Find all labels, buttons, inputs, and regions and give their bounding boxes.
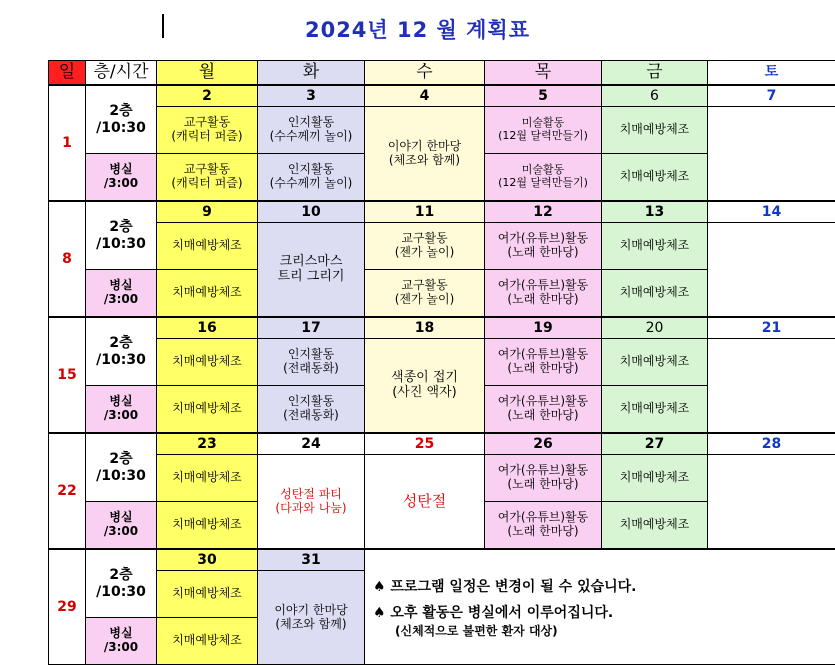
activity-cell: 교구활동 (캐릭터 퍼즐) (157, 154, 258, 202)
note-afternoon-ward: ♠ 오후 활동은 병실에서 이루어집니다. (373, 605, 835, 621)
activity-cell: 미술활동 (12월 달력만들기) (485, 154, 602, 202)
week4-am (49, 455, 835, 502)
header-wed: 수 (365, 61, 485, 86)
date-cell: 5 (485, 85, 602, 107)
date-cell-sat: 21 (708, 317, 835, 339)
activity-cell: 치매예방체조 (157, 618, 258, 665)
activity-cell: 색종이 접기 (사진 액자) (365, 339, 485, 434)
activity-cell: 치매예방체조 (602, 339, 708, 386)
week2-am-label: 2층 /10:30 (86, 201, 157, 270)
note-schedule-change: ♠ 프로그램 일정은 변경이 될 수 있습니다. (373, 579, 835, 595)
activity-cell: 치매예방체조 (602, 154, 708, 202)
date-cell: 30 (157, 549, 258, 571)
week1-am-label: 2층 /10:30 (86, 85, 157, 154)
week3-sunday: 15 (49, 317, 86, 433)
activity-cell: 이야기 한마당 (체조와 함께) (258, 571, 365, 665)
header-thu: 목 (485, 61, 602, 86)
date-cell: 4 (365, 85, 485, 107)
date-cell: 18 (365, 317, 485, 339)
date-cell: 13 (602, 201, 708, 223)
date-cell: 9 (157, 201, 258, 223)
date-cell: 31 (258, 549, 365, 571)
activity-cell: 인지활동 (수수께끼 놀이) (258, 154, 365, 202)
sat-empty-cell (708, 455, 835, 550)
week5-dates (49, 549, 835, 571)
week4-dates (49, 433, 835, 455)
activity-cell: 치매예방체조 (602, 270, 708, 318)
header-tue: 화 (258, 61, 365, 86)
date-cell: 19 (485, 317, 602, 339)
date-cell-sat: 14 (708, 201, 835, 223)
activity-cell: 치매예방체조 (157, 223, 258, 270)
date-cell: 11 (365, 201, 485, 223)
activity-cell: 치매예방체조 (602, 223, 708, 270)
week1-dates (49, 85, 835, 107)
activity-cell: 치매예방체조 (602, 386, 708, 434)
sat-empty-cell (708, 107, 835, 202)
week2-sunday: 8 (49, 201, 86, 317)
date-cell-holiday: 25 (365, 433, 485, 455)
header-mon: 월 (157, 61, 258, 86)
activity-cell: 치매예방체조 (157, 502, 258, 550)
activity-cell: 여가(유튜브)활동 (노래 한마당) (485, 339, 602, 386)
date-cell-sat: 7 (708, 85, 835, 107)
week1-sunday: 1 (49, 85, 86, 201)
week2-am (49, 223, 835, 270)
week2-pm-label: 병실 /3:00 (86, 270, 157, 318)
date-cell: 3 (258, 85, 365, 107)
date-cell: 12 (485, 201, 602, 223)
activity-cell: 교구활동 (젠가 놀이) (365, 270, 485, 318)
date-cell: 26 (485, 433, 602, 455)
activity-cell: 치매예방체조 (602, 502, 708, 550)
date-cell: 24 (258, 433, 365, 455)
activity-cell: 인지활동 (전래동화) (258, 386, 365, 434)
header-floor-time: 층/시간 (86, 61, 157, 86)
note-afternoon-sub: (신체적으로 불편한 환자 대상) (395, 625, 835, 639)
week4-sunday: 22 (49, 433, 86, 549)
date-cell: 6 (602, 85, 708, 107)
week5-am-label: 2층 /10:30 (86, 549, 157, 618)
page-title: 2024년 12 월 계획표 (0, 14, 835, 44)
header-row (49, 61, 835, 86)
week4-am-label: 2층 /10:30 (86, 433, 157, 502)
activity-cell: 교구활동 (캐릭터 퍼즐) (157, 107, 258, 154)
week3-dates (49, 317, 835, 339)
sat-empty-cell (708, 223, 835, 318)
activity-cell-christmas-party: 성탄절 파티 (다과와 나눔) (258, 455, 365, 550)
week2-dates (49, 201, 835, 223)
activity-cell: 치매예방체조 (157, 386, 258, 434)
date-cell-sat: 28 (708, 433, 835, 455)
activity-cell: 치매예방체조 (157, 339, 258, 386)
activity-cell: 치매예방체조 (602, 455, 708, 502)
date-cell: 23 (157, 433, 258, 455)
activity-cell: 여가(유튜브)활동 (노래 한마당) (485, 223, 602, 270)
date-cell: 16 (157, 317, 258, 339)
activity-cell: 여가(유튜브)활동 (노래 한마당) (485, 386, 602, 434)
header-fri: 금 (602, 61, 708, 86)
activity-cell: 치매예방체조 (157, 455, 258, 502)
activity-cell: 치매예방체조 (157, 270, 258, 318)
activity-cell: 인지활동 (수수께끼 놀이) (258, 107, 365, 154)
date-cell: 17 (258, 317, 365, 339)
week1-pm-label: 병실 /3:00 (86, 154, 157, 202)
activity-cell: 치매예방체조 (602, 107, 708, 154)
date-cell: 20 (602, 317, 708, 339)
activity-cell: 치매예방체조 (157, 571, 258, 618)
date-cell: 2 (157, 85, 258, 107)
week3-am-label: 2층 /10:30 (86, 317, 157, 386)
activity-cell: 여가(유튜브)활동 (노래 한마당) (485, 270, 602, 318)
week1-am (49, 107, 835, 154)
week4-pm-label: 병실 /3:00 (86, 502, 157, 550)
week3-am (49, 339, 835, 386)
header-sat: 토 (708, 61, 835, 86)
date-cell: 10 (258, 201, 365, 223)
week3-pm-label: 병실 /3:00 (86, 386, 157, 434)
date-cell: 27 (602, 433, 708, 455)
activity-cell: 크리스마스 트리 그리기 (258, 223, 365, 318)
notes-box (365, 549, 835, 665)
sat-empty-cell (708, 339, 835, 434)
activity-cell-christmas: 성탄절 (365, 455, 485, 550)
activity-cell: 교구활동 (젠가 놀이) (365, 223, 485, 270)
header-sun: 일 (49, 61, 86, 86)
week5-pm-label: 병실 /3:00 (86, 618, 157, 665)
schedule-table (48, 60, 835, 665)
activity-cell: 이야기 한마당 (체조와 함께) (365, 107, 485, 202)
activity-cell: 여가(유튜브)활동 (노래 한마당) (485, 502, 602, 550)
week5-sunday: 29 (49, 549, 86, 665)
activity-cell: 미술활동 (12월 달력만들기) (485, 107, 602, 154)
activity-cell: 여가(유튜브)활동 (노래 한마당) (485, 455, 602, 502)
activity-cell: 인지활동 (전래동화) (258, 339, 365, 386)
